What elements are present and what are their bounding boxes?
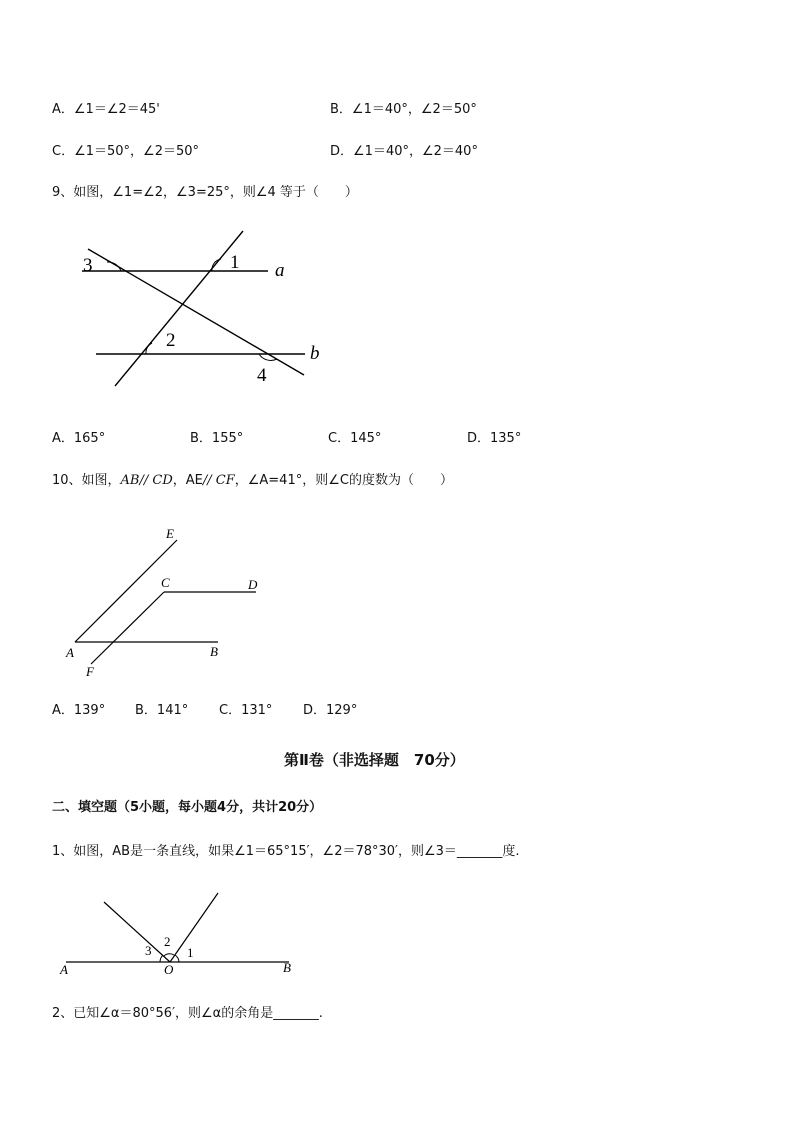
q9-angle1-label: 1 bbox=[230, 252, 240, 273]
q9-option-b: B．155° bbox=[190, 431, 244, 446]
q10-stem: 10、如图，AB// CD，AE// CF，∠A=41°，则∠C的度数为（ ） bbox=[52, 473, 453, 488]
q10-label-b: B bbox=[210, 644, 218, 659]
fill2-stem: 2、已知∠α＝80°56′，则∠α的余角是_______. bbox=[52, 1006, 323, 1021]
q9-line-b-label: b bbox=[310, 343, 320, 364]
fill1-stem: 1、如图，AB是一条直线，如果∠1＝65°15′，∠2＝78°30′，则∠3＝_______度. bbox=[52, 844, 520, 859]
fill1-angle1-label: 1 bbox=[187, 945, 194, 960]
q9-option-d: D．135° bbox=[467, 431, 522, 446]
q9-angle2-label: 2 bbox=[166, 330, 176, 351]
section-title: 第Ⅱ卷（非选择题 70分） bbox=[284, 751, 465, 769]
fill1-angle3-label: 3 bbox=[145, 943, 152, 958]
q10-label-e: E bbox=[166, 526, 174, 541]
q8-option-b: B．∠1＝40°，∠2＝50° bbox=[330, 102, 477, 117]
fill1-label-b: B bbox=[283, 960, 291, 975]
q10-option-a: A．139° bbox=[52, 703, 106, 718]
q10-option-d: D．129° bbox=[303, 703, 358, 718]
q8-option-a: A．∠1＝∠2＝45' bbox=[52, 102, 160, 117]
q10-label-d: D bbox=[248, 577, 258, 592]
q10-option-c: C．131° bbox=[219, 703, 273, 718]
fill1-label-a: A bbox=[60, 962, 68, 977]
q9-stem: 9、如图，∠1=∠2，∠3=25°，则∠4 等于（ ） bbox=[52, 185, 358, 200]
q10-label-c: C bbox=[161, 575, 170, 590]
q8-option-d: D．∠1＝40°，∠2＝40° bbox=[330, 144, 478, 159]
q10-option-b: B．141° bbox=[135, 703, 189, 718]
q9-angle3-label: 3 bbox=[83, 255, 93, 276]
q8-option-c: C．∠1＝50°，∠2＝50° bbox=[52, 144, 200, 159]
q10-label-a: A bbox=[66, 645, 74, 660]
q9-option-a: A．165° bbox=[52, 431, 106, 446]
q9-angle4-label: 4 bbox=[257, 365, 267, 386]
fill1-label-o: O bbox=[164, 962, 174, 977]
fill1-angle2-label: 2 bbox=[164, 934, 171, 949]
q9-line-a-label: a bbox=[275, 260, 285, 281]
q9-option-c: C．145° bbox=[328, 431, 382, 446]
part2-heading: 二、填空题（5小题，每小题4分，共计20分） bbox=[52, 800, 323, 815]
q10-label-f: F bbox=[86, 664, 94, 679]
